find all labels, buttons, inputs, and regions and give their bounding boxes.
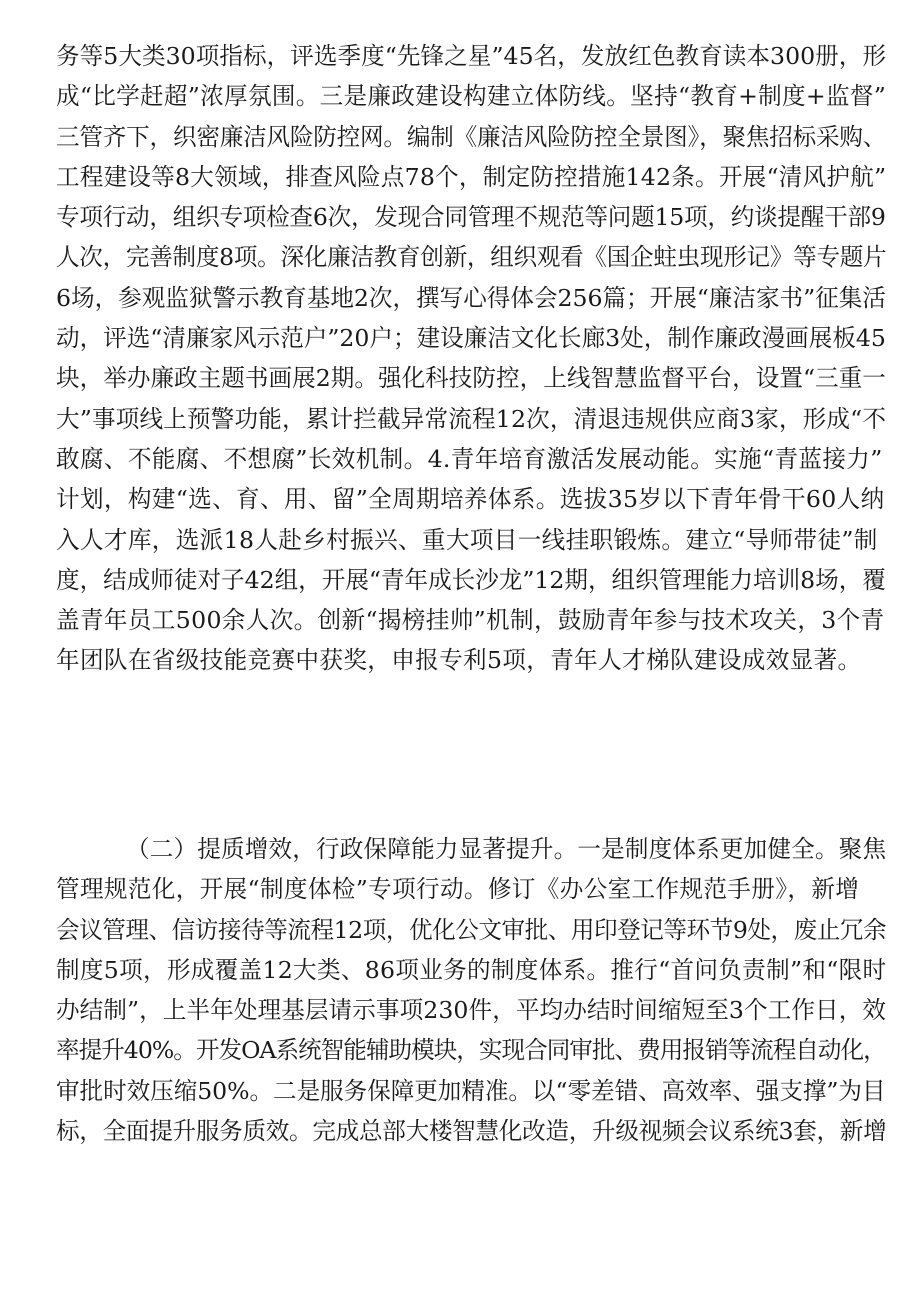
text-line: 管理规范化，开展“制度体检”专项行动。修订《办公室工作规范手册》，新增 <box>56 875 860 904</box>
paragraph-administrative-support <box>56 829 886 1151</box>
text-line: 年团队在省级技能竞赛中获奖，申报专利5项，青年人才梯队建设成效显著。 <box>56 646 862 675</box>
text-line: 专项行动，组织专项检查6次，发现合同管理不规范等问题15项，约谈提醒干部9 <box>56 203 886 232</box>
text-line: 率提升40%。开发OA系统智能辅助模块，实现合同审批、费用报销等流程自动化， <box>56 1036 886 1065</box>
text-line: 计划，构建“选、育、用、留”全周期培养体系。选拔35岁以下青年骨干60人纳 <box>56 485 885 514</box>
text-line: 成“比学赶超”浓厚氛围。三是廉政建设构建立体防线。坚持“教育+制度+监督” <box>56 82 887 111</box>
text-line: （二）提质增效，行政保障能力显著提升。一是制度体系更加健全。聚焦 <box>126 835 887 863</box>
text-line: 会议管理、信访接待等流程12项，优化公文审批、用印登记等环节9处，废止冗余 <box>56 915 887 944</box>
paragraph-party-building <box>56 36 886 681</box>
text-line: 务等5大类30项指标，评选季度“先锋之星”45名，发放红色教育读本300册，形 <box>56 42 887 70</box>
text-line: 动，评选“清廉家风示范户”20户；建设廉洁文化长廊3处，制作廉政漫画展板45 <box>56 324 886 353</box>
text-line: 盖青年员工500余人次。创新“揭榜挂帅”机制，鼓励青年参与技术攻关，3个青 <box>56 606 885 635</box>
text-line: 工程建设等8大领域，排查风险点78个，制定防控措施142条。开展“清风护航” <box>56 162 887 191</box>
text-line: 块，举办廉政主题书画展2期。强化科技防控，上线智慧监督平台，设置“三重一 <box>56 364 886 393</box>
text-line: 标，全面提升服务质效。完成总部大楼智慧化改造，升级视频会议系统3套，新增 <box>56 1117 887 1146</box>
text-line: 6场，参观监狱警示教育基地2次，撰写心得体会256篇；开展“廉洁家书”征集活 <box>56 283 886 312</box>
text-line: 三管齐下，织密廉洁风险防控网。编制《廉洁风险防控全景图》，聚焦招标采购、 <box>56 122 887 151</box>
text-line: 入人才库，选派18人赴乡村振兴、重大项目一线挂职锻炼。建立“导师带徒”制 <box>56 525 878 554</box>
text-line: 度，结成师徒对子42组，开展“青年成长沙龙”12期，组织管理能力培训8场，覆 <box>56 565 886 594</box>
text-line: 办结制”，上半年处理基层请示事项230件，平均办结时间缩短至3个工作日，效 <box>56 996 887 1025</box>
text-line: 制度5项，形成覆盖12大类、86项业务的制度体系。推行“首问负责制”和“限时 <box>56 955 887 984</box>
text-line: 人次，完善制度8项。深化廉洁教育创新，组织观看《国企蛀虫现形记》等专题片 <box>56 243 887 272</box>
text-line: 审批时效压缩50%。二是服务保障更加精准。以“零差错、高效率、强支撑”为目 <box>56 1076 886 1105</box>
text-line: 大”事项线上预警功能，累计拦截异常流程12次，清退违规供应商3家，形成“不 <box>56 404 887 433</box>
text-line: 敢腐、不能腐、不想腐”长效机制。4.青年培育激活发展动能。实施“青蓝接力” <box>56 444 883 473</box>
